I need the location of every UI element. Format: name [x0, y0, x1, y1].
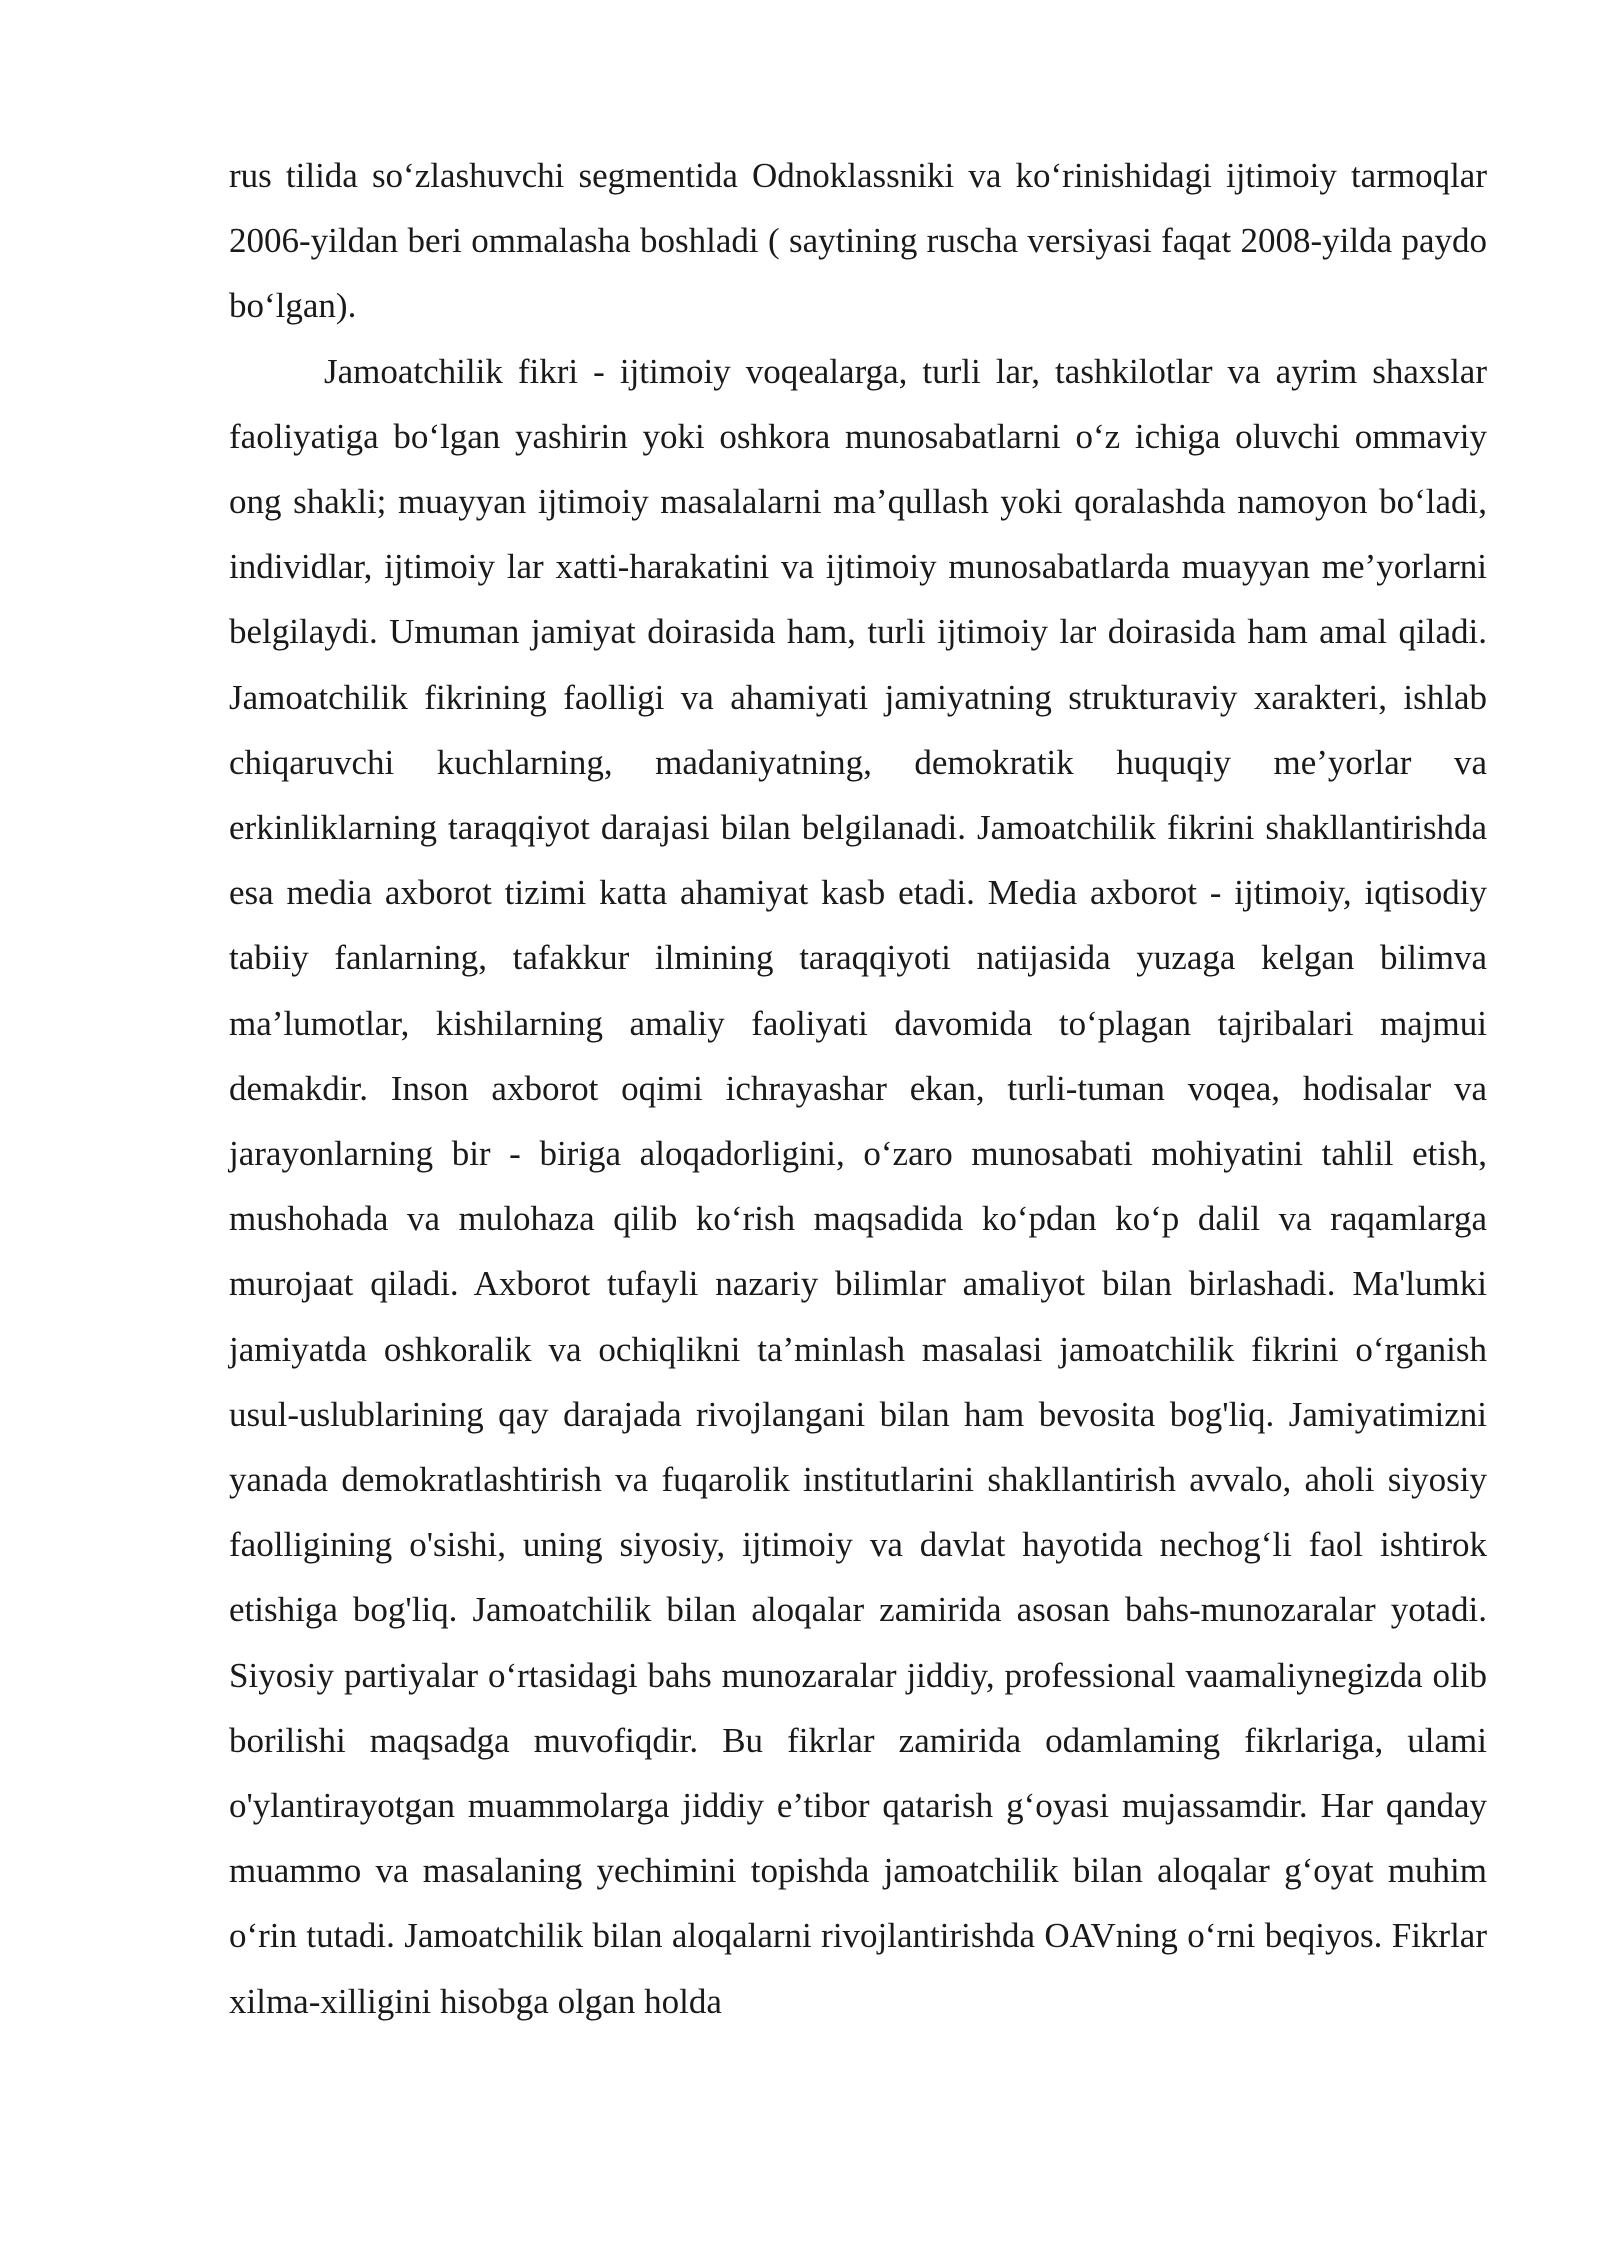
- paragraph-continuation: rus tilida so‘zlashuvchi segmentida Odnoklassniki va ko‘rinishidagi ijtimoiy tarmoqlar 2006-yildan beri ommalasha boshladi ( saytining ruscha versiyasi faqat 2008-yilda paydo bo‘lgan).: [229, 156, 1487, 326]
- paragraph-public-opinion: Jamoatchilik fikri - ijtimoiy voqealarga, turli lar, tashkilotlar va ayrim shaxslar faoliyatiga bo‘lgan yashirin yoki oshkora munosabatlarni o‘z ichiga oluvchi ommaviy ong shakli; muayyan ijtimoiy masalalarni ma’qullash yoki qoralashda namoyon bo‘ladi, individlar, ijtimoiy lar xatti-harakatini va ijtimoiy munosabatlarda muayyan me’yorlarni belgilaydi. Umuman jamiyat doirasida ham, turli ijtimoiy lar doirasida ham amal qiladi. Jamoatchilik fikrining faolligi va ahamiyati jamiyatning strukturaviy xarakteri, ishlab chiqaruvchi kuchlarning, madaniyatning, demokratik huquqiy me’yorlar va erkinliklarning taraqqiyot darajasi bilan belgilanadi. Jamoatchilik fikrini shakllantirishda esa media axborot tizimi katta ahamiyat kasb etadi. Media axborot - ijtimoiy, iqtisodiy tabiiy fanlarning, tafakkur ilmining taraqqiyoti natijasida yuzaga kelgan bilimva ma’lumotlar, kishilarning amaliy faoliyati davomida to‘plagan tajribalari majmui demakdir. Inson axborot oqimi ichrayashar ekan, turli-tuman voqea, hodisalar va jarayonlarning bir - biriga aloqadorligini, o‘zaro munosabati mohiyatini tahlil etish, mushohada va mulohaza qilib ko‘rish maqsadida ko‘pdan ko‘p dalil va raqamlarga murojaat qiladi. Axborot tufayli nazariy bilimlar amaliyot bilan birlashadi. Ma'lumki jamiyatda oshkoralik va ochiqlikni ta’minlash masalasi jamoatchilik fikrini o‘rganish usul-uslublarining qay darajada rivojlangani bilan ham bevosita bog'liq. Jamiyatimizni yanada demokratlashtirish va fuqarolik institutlarini shakllantirish avvalo, aholi siyosiy faolligining o'sishi, uning siyosiy, ijtimoiy va davlat hayotida nechog‘li faol ishtirok etishiga bog'liq. Jamoatchilik bilan aloqalar zamirida asosan bahs-munozaralar yotadi. Siyosiy partiyalar o‘rtasidagi bahs munozaralar jiddiy, professional vaamaliynegizda olib borilishi maqsadga muvofiqdir. Bu fikrlar zamirida odamlaming fikrlariga, ulami o'ylantirayotgan muammolarga jiddiy e’tibor qatarish g‘oyasi mujassamdir. Har qanday muammo va masalaning yechimini topishda jamoatchilik bilan aloqalar g‘oyat muhim o‘rin tutadi. Jamoatchilik bilan aloqalarni rivojlantirishda OAVning o‘rni beqiyos. Fikrlar xilma-xilligini hisobga olgan holda: [229, 351, 1487, 2021]
- document-body: [229, 143, 1487, 2034]
